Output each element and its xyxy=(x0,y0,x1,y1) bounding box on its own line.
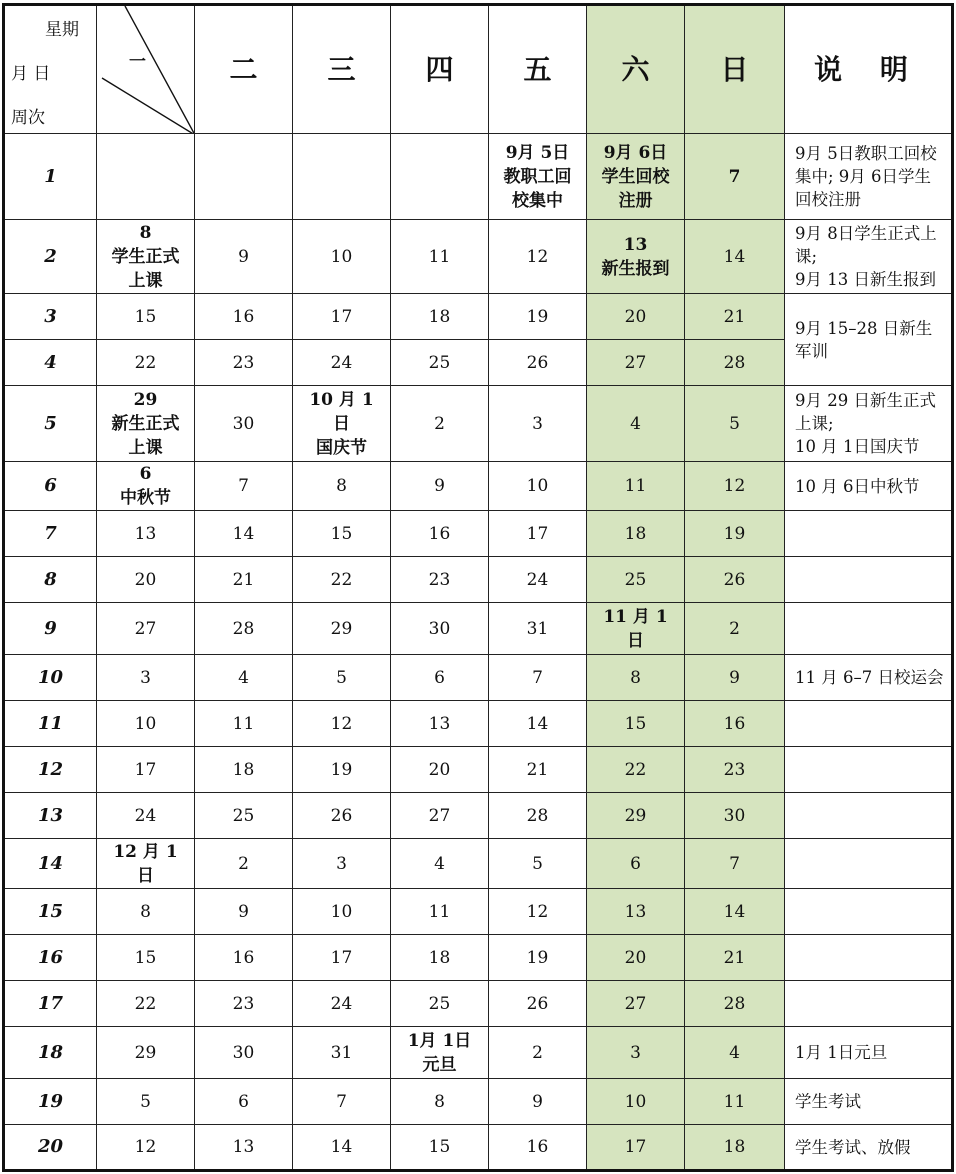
day-cell-thu xyxy=(391,134,489,220)
notes-header: 说 明 xyxy=(785,5,953,134)
day-cell-mon: 13 xyxy=(97,511,195,557)
day-cell-sat: 10 xyxy=(587,1079,685,1125)
day-cell-wed: 7 xyxy=(293,1079,391,1125)
day-cell-tue: 9 xyxy=(195,220,293,294)
day-header-tue: 二 xyxy=(195,5,293,134)
week-number: 3 xyxy=(4,294,97,340)
day-header-wed: 三 xyxy=(293,5,391,134)
weekday-label: 星期 xyxy=(45,20,79,40)
day-cell-sat: 20 xyxy=(587,935,685,981)
note-cell xyxy=(785,603,953,655)
day-cell-tue: 7 xyxy=(195,462,293,511)
day-cell-sun: 7 xyxy=(685,839,785,889)
week-row xyxy=(4,386,953,462)
week-number: 5 xyxy=(4,386,97,462)
note-cell: 9月 29 日新生正式上课; 10 月 1日国庆节 xyxy=(785,386,953,462)
note-cell xyxy=(785,747,953,793)
day-cell-thu: 20 xyxy=(391,747,489,793)
day-header-mon xyxy=(97,5,195,134)
week-row xyxy=(4,655,953,701)
day-cell-mon: 6 中秋节 xyxy=(97,462,195,511)
day-cell-thu: 18 xyxy=(391,294,489,340)
day-cell-sun: 7 xyxy=(685,134,785,220)
day-cell-fri: 2 xyxy=(489,1027,587,1079)
day-cell-mon: 5 xyxy=(97,1079,195,1125)
day-cell-tue: 21 xyxy=(195,557,293,603)
day-cell-fri: 17 xyxy=(489,511,587,557)
month-day-label: 月 日 xyxy=(11,64,51,84)
day-cell-thu: 1月 1日 元旦 xyxy=(391,1027,489,1079)
day-cell-wed: 10 xyxy=(293,220,391,294)
week-number: 16 xyxy=(4,935,97,981)
week-number: 14 xyxy=(4,839,97,889)
day-cell-fri: 31 xyxy=(489,603,587,655)
day-cell-wed: 12 xyxy=(293,701,391,747)
day-cell-sun: 19 xyxy=(685,511,785,557)
day-cell-sun: 14 xyxy=(685,889,785,935)
day-cell-wed: 22 xyxy=(293,557,391,603)
corner-cell xyxy=(4,5,97,134)
note-cell: 学生考试 xyxy=(785,1079,953,1125)
day-cell-sat: 17 xyxy=(587,1125,685,1171)
week-number: 12 xyxy=(4,747,97,793)
week-number: 20 xyxy=(4,1125,97,1171)
day-cell-thu: 25 xyxy=(391,981,489,1027)
day-cell-mon: 22 xyxy=(97,981,195,1027)
day-cell-thu: 13 xyxy=(391,701,489,747)
day-cell-tue xyxy=(195,134,293,220)
day-cell-thu: 30 xyxy=(391,603,489,655)
day-cell-tue: 25 xyxy=(195,793,293,839)
day-cell-fri: 21 xyxy=(489,747,587,793)
day-cell-thu: 9 xyxy=(391,462,489,511)
day-cell-fri: 16 xyxy=(489,1125,587,1171)
day-cell-wed: 17 xyxy=(293,935,391,981)
day-cell-sat: 11 xyxy=(587,462,685,511)
week-row xyxy=(4,889,953,935)
day-cell-tue: 18 xyxy=(195,747,293,793)
day-cell-tue: 13 xyxy=(195,1125,293,1171)
day-cell-sat: 4 xyxy=(587,386,685,462)
note-cell xyxy=(785,701,953,747)
week-row xyxy=(4,220,953,294)
day-cell-sat: 27 xyxy=(587,340,685,386)
week-number: 9 xyxy=(4,603,97,655)
day-cell-wed: 3 xyxy=(293,839,391,889)
day-cell-sun: 26 xyxy=(685,557,785,603)
day-cell-mon xyxy=(97,134,195,220)
day-cell-tue: 23 xyxy=(195,981,293,1027)
week-number-label: 周次 xyxy=(11,108,45,128)
week-number: 13 xyxy=(4,793,97,839)
day-cell-wed: 15 xyxy=(293,511,391,557)
week-row xyxy=(4,462,953,511)
day-cell-sat: 13 xyxy=(587,889,685,935)
day-cell-wed: 26 xyxy=(293,793,391,839)
day-cell-thu: 25 xyxy=(391,340,489,386)
note-cell: 学生考试、放假 xyxy=(785,1125,953,1171)
day-cell-sat: 6 xyxy=(587,839,685,889)
week-row xyxy=(4,1125,953,1171)
week-row xyxy=(4,294,953,340)
note-cell: 11 月 6–7 日校运会 xyxy=(785,655,953,701)
day-cell-sun: 5 xyxy=(685,386,785,462)
day-cell-thu: 15 xyxy=(391,1125,489,1171)
day-cell-fri: 14 xyxy=(489,701,587,747)
week-row xyxy=(4,134,953,220)
note-cell xyxy=(785,793,953,839)
day-header-sun: 日 xyxy=(685,5,785,134)
note-cell: 9月 8日学生正式上课; 9月 13 日新生报到 xyxy=(785,220,953,294)
day-cell-fri: 12 xyxy=(489,889,587,935)
calendar-body xyxy=(4,134,953,1171)
note-cell xyxy=(785,839,953,889)
day-cell-sun: 2 xyxy=(685,603,785,655)
day-cell-tue: 23 xyxy=(195,340,293,386)
week-number: 7 xyxy=(4,511,97,557)
week-row xyxy=(4,1027,953,1079)
day-cell-wed: 19 xyxy=(293,747,391,793)
header-row xyxy=(4,5,953,134)
note-cell xyxy=(785,557,953,603)
day-cell-sun: 14 xyxy=(685,220,785,294)
week-row xyxy=(4,981,953,1027)
day-cell-thu: 18 xyxy=(391,935,489,981)
day-cell-fri: 9月 5日 教职工回 校集中 xyxy=(489,134,587,220)
week-row xyxy=(4,701,953,747)
day-cell-wed: 8 xyxy=(293,462,391,511)
note-cell xyxy=(785,889,953,935)
day-cell-sun: 9 xyxy=(685,655,785,701)
day-cell-sat: 29 xyxy=(587,793,685,839)
day-cell-sat: 11 月 1 日 xyxy=(587,603,685,655)
day-cell-mon: 12 月 1 日 xyxy=(97,839,195,889)
day-cell-wed: 24 xyxy=(293,340,391,386)
day-cell-fri: 10 xyxy=(489,462,587,511)
day-cell-thu: 23 xyxy=(391,557,489,603)
day-cell-sat: 3 xyxy=(587,1027,685,1079)
day-cell-sun: 28 xyxy=(685,340,785,386)
day-cell-wed: 29 xyxy=(293,603,391,655)
day-cell-wed xyxy=(293,134,391,220)
day-cell-thu: 4 xyxy=(391,839,489,889)
day-cell-wed: 5 xyxy=(293,655,391,701)
day-cell-mon: 3 xyxy=(97,655,195,701)
note-cell: 9月 5日教职工回校集中; 9月 6日学生回校注册 xyxy=(785,134,953,220)
day-cell-mon: 15 xyxy=(97,935,195,981)
day-cell-mon: 27 xyxy=(97,603,195,655)
day-cell-sat: 8 xyxy=(587,655,685,701)
day-cell-sun: 4 xyxy=(685,1027,785,1079)
week-row xyxy=(4,935,953,981)
day-cell-thu: 11 xyxy=(391,220,489,294)
day-cell-mon: 24 xyxy=(97,793,195,839)
day-cell-tue: 16 xyxy=(195,935,293,981)
day-cell-sun: 16 xyxy=(685,701,785,747)
day-cell-thu: 16 xyxy=(391,511,489,557)
day-cell-tue: 4 xyxy=(195,655,293,701)
day-cell-fri: 7 xyxy=(489,655,587,701)
week-number: 10 xyxy=(4,655,97,701)
day-cell-tue: 30 xyxy=(195,1027,293,1079)
day-cell-tue: 16 xyxy=(195,294,293,340)
day-header-fri: 五 xyxy=(489,5,587,134)
day-cell-sun: 28 xyxy=(685,981,785,1027)
day-cell-mon: 29 新生正式 上课 xyxy=(97,386,195,462)
day-cell-sat: 22 xyxy=(587,747,685,793)
week-number: 15 xyxy=(4,889,97,935)
day-cell-sun: 21 xyxy=(685,294,785,340)
week-row xyxy=(4,603,953,655)
day-cell-sun: 11 xyxy=(685,1079,785,1125)
day-cell-wed: 10 月 1 日 国庆节 xyxy=(293,386,391,462)
day-cell-wed: 14 xyxy=(293,1125,391,1171)
week-row xyxy=(4,1079,953,1125)
day-cell-tue: 28 xyxy=(195,603,293,655)
day-cell-sun: 30 xyxy=(685,793,785,839)
week-number: 2 xyxy=(4,220,97,294)
note-cell xyxy=(785,981,953,1027)
week-number: 11 xyxy=(4,701,97,747)
day-cell-sun: 21 xyxy=(685,935,785,981)
note-cell: 1月 1日元旦 xyxy=(785,1027,953,1079)
day-cell-fri: 24 xyxy=(489,557,587,603)
note-cell xyxy=(785,511,953,557)
day-cell-tue: 9 xyxy=(195,889,293,935)
day-cell-tue: 14 xyxy=(195,511,293,557)
week-number: 19 xyxy=(4,1079,97,1125)
day-cell-thu: 2 xyxy=(391,386,489,462)
day-label: 一 xyxy=(129,52,146,72)
day-cell-sat: 13 新生报到 xyxy=(587,220,685,294)
week-row xyxy=(4,511,953,557)
week-row xyxy=(4,839,953,889)
note-cell: 10 月 6日中秋节 xyxy=(785,462,953,511)
day-cell-thu: 27 xyxy=(391,793,489,839)
day-cell-sat: 18 xyxy=(587,511,685,557)
day-cell-tue: 2 xyxy=(195,839,293,889)
day-cell-mon: 8 xyxy=(97,889,195,935)
day-cell-wed: 24 xyxy=(293,981,391,1027)
note-cell: 9月 15–28 日新生军训 xyxy=(785,294,953,386)
day-cell-fri: 12 xyxy=(489,220,587,294)
day-cell-wed: 17 xyxy=(293,294,391,340)
note-cell xyxy=(785,935,953,981)
day-cell-wed: 31 xyxy=(293,1027,391,1079)
day-cell-mon: 10 xyxy=(97,701,195,747)
day-cell-mon: 12 xyxy=(97,1125,195,1171)
day-header-sat: 六 xyxy=(587,5,685,134)
day-cell-fri: 9 xyxy=(489,1079,587,1125)
day-cell-sat: 9月 6日 学生回校 注册 xyxy=(587,134,685,220)
week-row xyxy=(4,747,953,793)
day-cell-fri: 19 xyxy=(489,935,587,981)
day-cell-sun: 18 xyxy=(685,1125,785,1171)
day-cell-tue: 6 xyxy=(195,1079,293,1125)
day-cell-tue: 30 xyxy=(195,386,293,462)
day-cell-mon: 22 xyxy=(97,340,195,386)
week-number: 8 xyxy=(4,557,97,603)
day-cell-thu: 6 xyxy=(391,655,489,701)
day-cell-fri: 5 xyxy=(489,839,587,889)
day-cell-sat: 20 xyxy=(587,294,685,340)
day-cell-wed: 10 xyxy=(293,889,391,935)
day-cell-fri: 3 xyxy=(489,386,587,462)
day-cell-sat: 15 xyxy=(587,701,685,747)
day-cell-sat: 25 xyxy=(587,557,685,603)
day-cell-sun: 23 xyxy=(685,747,785,793)
week-number: 18 xyxy=(4,1027,97,1079)
day-cell-fri: 26 xyxy=(489,340,587,386)
day-cell-sun: 12 xyxy=(685,462,785,511)
day-cell-fri: 26 xyxy=(489,981,587,1027)
day-cell-fri: 19 xyxy=(489,294,587,340)
day-cell-tue: 11 xyxy=(195,701,293,747)
day-cell-mon: 17 xyxy=(97,747,195,793)
week-row xyxy=(4,793,953,839)
day-cell-mon: 29 xyxy=(97,1027,195,1079)
calendar-table xyxy=(2,3,954,1172)
day-cell-sat: 27 xyxy=(587,981,685,1027)
week-row xyxy=(4,557,953,603)
day-cell-fri: 28 xyxy=(489,793,587,839)
day-cell-thu: 11 xyxy=(391,889,489,935)
day-cell-mon: 20 xyxy=(97,557,195,603)
day-cell-mon: 8 学生正式 上课 xyxy=(97,220,195,294)
week-number: 17 xyxy=(4,981,97,1027)
day-cell-mon: 15 xyxy=(97,294,195,340)
day-header-thu: 四 xyxy=(391,5,489,134)
week-number: 4 xyxy=(4,340,97,386)
day-cell-thu: 8 xyxy=(391,1079,489,1125)
week-number: 1 xyxy=(4,134,97,220)
week-number: 6 xyxy=(4,462,97,511)
